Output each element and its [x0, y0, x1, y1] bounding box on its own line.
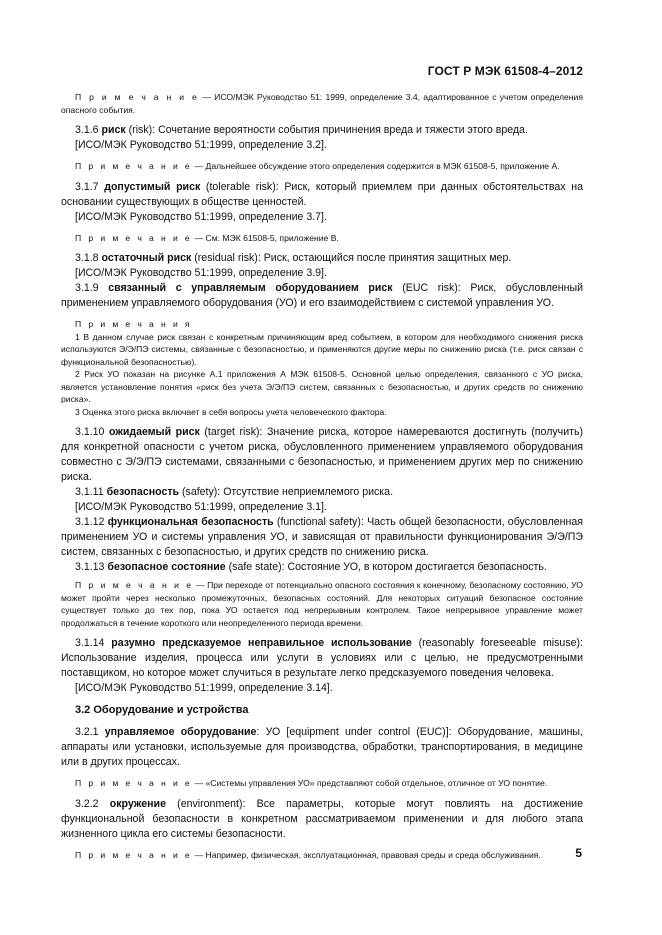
document-body [61, 91, 583, 861]
clause-number: 3.1.10 [75, 426, 109, 438]
reference-line: [ИСО/МЭК Руководство 51:1999, определение 3.1]. [75, 501, 327, 513]
reference-line: [ИСО/МЭК Руководство 51:1999, определение 3.14]. [75, 682, 333, 694]
note-paragraph [61, 579, 583, 629]
note-text: — При переходе от потенциально опасного состояния к конечному, безопасному состоянию, УО может пройти через несколько промежуточных, безопасных состояний. Для некоторых ситуаций безопасное состояние существует только до тех пор, пока УО остается под непрерывным контролем. Такое непрерывное управление может продолжаться в течение короткого или неопределенного периода времени. [61, 580, 583, 628]
definition-3-1-10 [61, 425, 583, 485]
definition-3-1-12 [61, 515, 583, 560]
definition-3-1-8 [61, 251, 583, 266]
clause-number: 3.1.7 [75, 180, 105, 193]
notes-label: П р и м е ч а н и я [75, 319, 192, 329]
note-item-3: 3 Оценка этого риска включает в себя вопросы учета человеческого фактора. [75, 406, 387, 417]
clause-number: 3.1.11 [75, 486, 107, 498]
note-text: — ИСО/МЭК Руководство 51: 1999, определение 3.4, адаптированное с учетом определения опасного события. [61, 92, 583, 115]
defined-term: безопасное состояние [107, 561, 226, 573]
defined-term: остаточный риск [101, 252, 192, 264]
note-label: П р и м е ч а н и е [75, 580, 194, 590]
note-paragraph [61, 91, 583, 116]
definition-text: : УО [equipment under control (EUC)]: Оборудование, машины, аппараты или установки, используемые для производства, обработки, транспортирования, в медицине или в других процессах. [61, 726, 583, 768]
clause-number: 3.2.2 [75, 797, 110, 810]
clause-number: 3.1.8 [75, 252, 102, 264]
clause-number: 3.1.6 [75, 124, 102, 136]
definition-3-1-14 [61, 636, 583, 681]
page-number: 5 [575, 846, 582, 860]
definition-3-1-13 [61, 560, 583, 575]
definition-3-1-11 [61, 485, 583, 500]
clause-number: 3.2.1 [75, 726, 105, 738]
defined-term: разумно предсказуемое неправильное использование [111, 637, 412, 649]
section-heading: 3.2 Оборудование и устройства [75, 704, 249, 716]
definition-3-1-6 [61, 123, 583, 138]
reference-line: [ИСО/МЭК Руководство 51:1999, определение 3.9]. [75, 267, 327, 279]
definition-text: (residual risk): Риск, остающийся после принятия защитных мер. [191, 252, 512, 264]
definition-text: (reasonably foreseeable misuse): Использование изделия, процесса или услуги в условиях или с целью, не предусмотренными поставщиком, но которое может случиться в результате легко предсказуемого поведения человека. [61, 637, 583, 679]
note-text: — Например, физическая, эксплуатационная, правовая среды и среда обслуживания. [192, 849, 541, 860]
definition-text: (risk): Сочетание вероятности события причинения вреда и тяжести этого вреда. [125, 124, 528, 136]
note-label: П р и м е ч а н и е [75, 92, 200, 102]
note-text: — Дальнейшее обсуждение этого определения содержится в МЭК 61508-5, приложение А. [192, 161, 560, 171]
note-label: П р и м е ч а н и е [75, 778, 193, 788]
note-item-1: 1 В данном случае риск связан с конкретным причиняющим вред событием, в котором для необходимого снижения риска используются Э/Э/ПЭ системы, связанные с безопасностью, и применяются другие меры по снижению риска (т.е. риск связан с функциональной безопасностью). [61, 331, 583, 367]
note-paragraph [61, 777, 583, 790]
defined-term: окружение [109, 797, 166, 810]
defined-term: ожидаемый риск [109, 426, 200, 438]
note-label: П р и м е ч а н и е [75, 849, 193, 860]
note-paragraph [61, 849, 583, 862]
definition-text: (functional safety): Часть общей безопасности, обусловленная применением УО и системы управления УО, и зависящая от правильности функционирования Э/Э/ПЭ систем, связанных с безопасностью, и других средств по снижению риска. [61, 516, 583, 558]
reference-line: [ИСО/МЭК Руководство 51:1999, определение 3.2]. [75, 139, 327, 151]
defined-term: управляемое оборудование [104, 726, 257, 738]
defined-term: связанный с управляемым оборудованием риск [108, 282, 393, 294]
definition-3-2-1 [61, 725, 583, 770]
clause-number: 3.1.9 [75, 282, 109, 294]
note-text: — См. МЭК 61508-5, приложение В. [192, 232, 339, 243]
clause-number: 3.1.13 [75, 561, 108, 573]
note-label: П р и м е ч а н и е [75, 232, 193, 243]
definition-3-1-9 [61, 281, 583, 311]
defined-term: допустимый риск [104, 180, 201, 193]
definition-text: (target risk): Значение риска, которое намереваются достигнуть (получить) для конкретной опасности с учетом риска, обусловленного применением управляемого оборудования совместно с Э/Э/ПЭ системами, связанными с безопасностью, и применением других мер по снижению риска. [61, 426, 584, 483]
clause-number: 3.1.12 [75, 516, 108, 528]
note-label: П р и м е ч а н и е [75, 161, 193, 171]
note-item-2: 2 Риск УО показан на рисунке А.1 приложения А МЭК 61508-5. Основной целью определения, связанного с УО риска, является установление понятия «риск без учета Э/Э/ПЭ систем, связанных с безопасностью, и других средств по снижению риска». [61, 369, 583, 404]
note-paragraph [61, 232, 583, 245]
definition-text: (EUC risk): Риск, обусловленный применением управляемого оборудования (УО) и его взаимодействием с системой управления УО. [61, 282, 583, 309]
definition-text: (environment): Все параметры, которые могут повлиять на достижение функциональной безопасности в конкретном рассматриваемом применении и для любого этапа жизненного цикла его системы безопасности. [61, 797, 583, 840]
defined-term: риск [101, 124, 126, 136]
definition-3-1-7 [61, 180, 583, 210]
definition-text: (safe state): Состояние УО, в котором достигается безопасность. [225, 561, 547, 573]
definition-text: (tolerable risk): Риск, который приемлем при данных обстоятельствах на основании существующих в обществе ценностей. [61, 180, 583, 208]
document-id-header: ГОСТ Р МЭК 61508-4–2012 [427, 64, 583, 78]
clause-number: 3.1.14 [75, 637, 112, 649]
note-text: — «Системы управления УО» представляют собой отдельное, отличное от УО понятие. [192, 778, 548, 788]
defined-term: безопасность [106, 486, 180, 498]
reference-line: [ИСО/МЭК Руководство 51:1999, определение 3.7]. [75, 210, 327, 223]
definition-3-2-2 [61, 797, 583, 842]
note-paragraph [61, 160, 583, 173]
definition-text: (safety): Отсутствие неприемлемого риска. [179, 486, 394, 498]
defined-term: функциональная безопасность [107, 516, 274, 528]
